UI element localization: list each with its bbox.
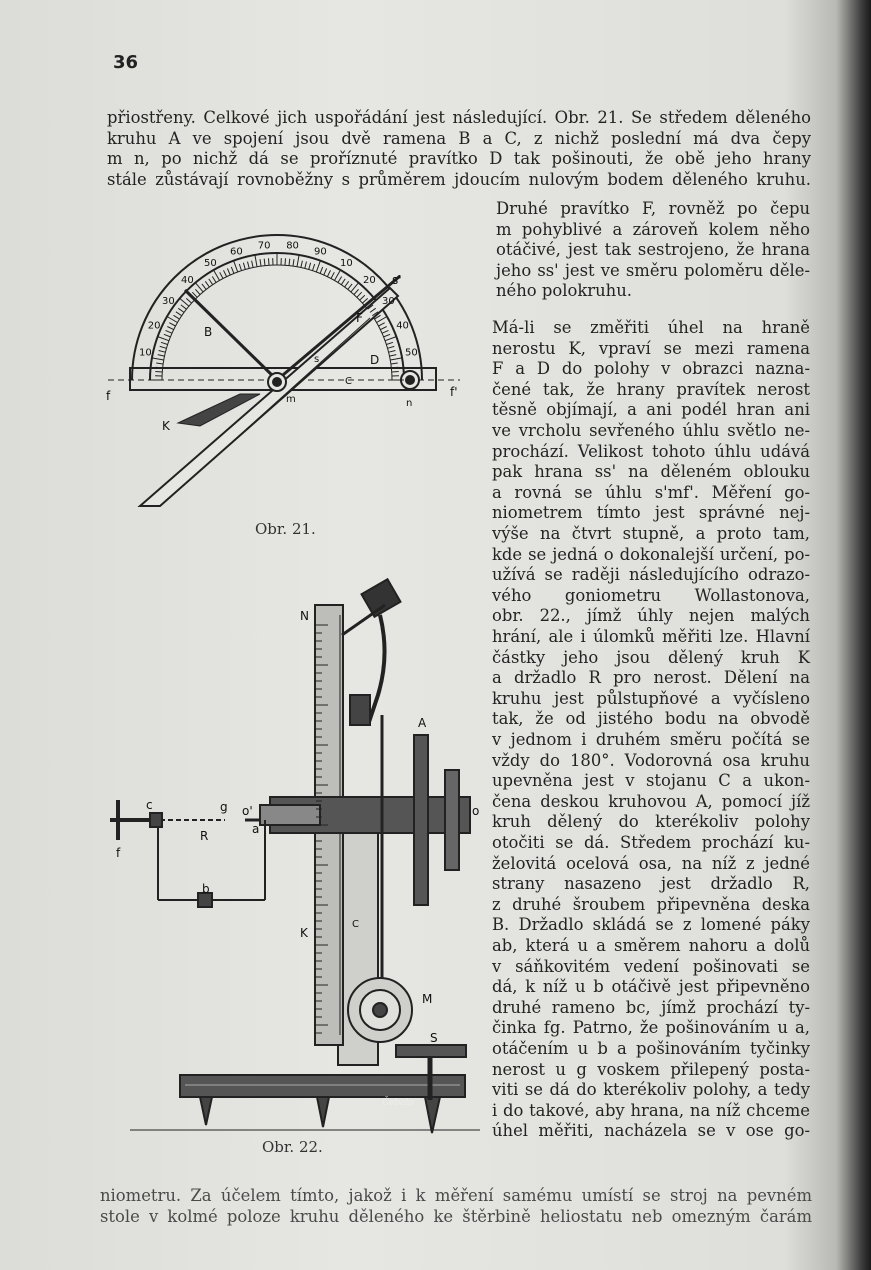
- fig21-scale-number: 30: [162, 296, 175, 308]
- fig22-label-g: g: [220, 800, 228, 814]
- fig21-scale-tick: [159, 351, 166, 353]
- fig21-scale-tick: [227, 269, 230, 275]
- fig21-scale-tick: [324, 269, 327, 275]
- fig21-scale-number: 50: [204, 258, 217, 270]
- fig21-scale-tick: [327, 270, 330, 276]
- fig21-scale-tick: [167, 327, 173, 330]
- fig22-label-f: f: [116, 846, 121, 860]
- fig21-scale-tick: [202, 284, 206, 290]
- right-col-2-line-15: obr. 22., jímž úhly nejen malých: [492, 606, 810, 626]
- right-col-2-line-5: těsně objímají, a ani podél hran ani: [492, 400, 810, 420]
- fig21-scale-tick: [285, 258, 286, 265]
- fig21-label-m: m: [286, 394, 296, 405]
- fig21-scale-tick: [384, 334, 391, 337]
- figure-21-caption: Obr. 21.: [255, 520, 316, 538]
- fig21-scale-tick: [167, 317, 177, 323]
- fig21-scale-tick: [174, 315, 180, 319]
- right-col-2-line-24: čena deskou kruhovou A, pomocí jíž: [492, 791, 810, 811]
- fig21-scale-tick: [158, 337, 169, 341]
- fig21-label-n: n: [406, 398, 413, 409]
- fig21-scale-tick: [313, 264, 315, 271]
- fig21-scale-tick: [389, 351, 396, 353]
- right-col-2-line-19: kruhu jest půlstupňové a vyčísleno: [492, 688, 810, 708]
- fig21-scale-tick: [195, 289, 200, 294]
- fig21-scale-number: 80: [286, 240, 299, 252]
- fig21-scale-tick: [341, 279, 345, 285]
- right-col-2-line-31: ab, která u a směrem nahoru a dolů: [492, 936, 810, 955]
- fig22-label-c: c: [146, 798, 153, 812]
- fig21-scale-tick: [181, 305, 187, 309]
- fig21-label-C: C: [345, 376, 352, 387]
- fig21-scale-tick: [335, 270, 341, 280]
- fig21-scale-tick: [309, 263, 311, 270]
- fig21-scale-tick: [390, 355, 397, 357]
- fig21-label-B: B: [204, 325, 213, 339]
- fig21-scale-tick: [234, 261, 238, 272]
- fig21-scale-tick: [231, 267, 234, 274]
- fig21-scale-tick: [220, 272, 223, 278]
- fig21-scale-tick: [155, 372, 162, 373]
- right-col-2-line-14: vého goniometru Wollastonova,: [492, 585, 810, 605]
- fig21-scale-tick: [377, 317, 387, 323]
- right-col-2-line-34: druhé rameno bc, jímž prochází ty-: [492, 997, 810, 1017]
- fig21-scale-tick: [178, 308, 184, 312]
- fig21-scale-tick: [382, 330, 388, 333]
- fig21-scale-tick: [289, 259, 290, 266]
- right-col-2-line-33: dá, k níž u b otáčivě jest připevněno: [492, 977, 810, 997]
- figure-22-illustration: [100, 575, 485, 1140]
- right-col-2-line-21: v jednom i druhém směru počítá se: [492, 730, 810, 749]
- fig21-label-s-prime: s': [392, 273, 402, 287]
- fig21-scale-tick: [156, 363, 163, 364]
- fig21-scale-tick: [161, 342, 168, 344]
- fig22-label-o: o: [472, 804, 480, 818]
- right-col-2-line-18: a držadlo R pro nerost. Dělení na: [492, 668, 810, 688]
- right-col-2-line-10: niometrem tímto jest správné nej-: [492, 503, 810, 523]
- fig21-scale-number: 20: [147, 320, 161, 332]
- right-col-2-line-40: úhel měřiti, nacházela se v ose go-: [492, 1121, 810, 1141]
- fig21-scale-tick: [386, 342, 393, 344]
- fig21-label-s: s: [314, 354, 320, 365]
- fig21-scale-tick: [390, 358, 402, 360]
- fig21-scale-tick: [239, 264, 241, 271]
- text-line-3: m n, po nichž dá se proříznuté pravítko D tak pošinouti, že obě jeho hrany: [107, 149, 811, 169]
- engraver-signature: Čebalo: [382, 1098, 414, 1108]
- fig21-scale-tick: [260, 259, 261, 266]
- right-col-2-line-39: i do takové, aby hrana, na níž chceme: [492, 1100, 810, 1120]
- right-col-2-line-3: F a D do polohy v obrazci nazna-: [492, 359, 810, 379]
- fig21-scale-tick: [255, 255, 257, 267]
- fig21-scale-tick: [164, 334, 171, 337]
- right-col-2-line-1: Má-li se změřiti úhel na hraně: [492, 318, 810, 337]
- right-col-2-line-20: tak, že od jistého bodu na obvodě: [492, 709, 810, 729]
- fig22-label-M: M: [422, 992, 433, 1006]
- right-col-2-line-2: nerostu K, vpraví se mezi ramena: [492, 338, 810, 358]
- right-col-2-line-12: kde se jedná o dokonalejší určení, po-: [492, 544, 810, 564]
- fig21-scale-tick: [160, 346, 167, 348]
- fig21-scale-number: 40: [396, 320, 409, 332]
- fig21-scale-tick: [297, 255, 299, 267]
- fig21-scale-tick: [248, 262, 250, 269]
- right-col-2-line-11: výše na čtvrt stupně, a proto tam,: [492, 524, 810, 543]
- right-col-2-line-9: a rovná se úhlu s'mf'. Měření go-: [492, 482, 810, 502]
- fig22-label-a: a: [252, 822, 260, 836]
- right-col-2-line-37: nerost u g voskem přilepený posta-: [492, 1059, 810, 1079]
- text-line-1: přiostřeny. Celkové jich uspořádání jest následující. Obr. 21. Se středem děleného: [107, 108, 811, 127]
- fig21-scale-number: 50: [405, 347, 418, 359]
- fig21-scale-number: 40: [181, 274, 194, 286]
- right-col-2-line-16: hrání, ale i úlomků měřiti lze. Hlavní: [492, 627, 810, 646]
- fig22-label-S: S: [430, 1031, 438, 1045]
- right-col-2-line-4: čené tak, že hrany pravítek nerost: [492, 379, 810, 399]
- right-col-2-line-28: strany nasazeno jest držadlo R,: [492, 874, 810, 894]
- fig21-scale-number: 30: [382, 296, 395, 308]
- figure-22-caption: Obr. 22.: [262, 1138, 323, 1156]
- fig21-scale-tick: [301, 261, 303, 268]
- fig21-scale-tick: [252, 261, 254, 268]
- right-col-2-line-29: z druhé šroubem připevněna deska: [492, 894, 810, 914]
- text-line-4: stále zůstávají rovnoběžny s průměrem jdoucím nulovým bodem děleného kruhu.: [107, 169, 811, 189]
- fig21-label-D: D: [370, 353, 380, 367]
- fig21-scale-tick: [338, 277, 342, 283]
- fig21-scale-tick: [392, 372, 399, 373]
- fig21-scale-tick: [379, 323, 385, 326]
- right-col-2-line-30: B. Držadlo skládá se z lomené páky: [492, 915, 810, 935]
- fig21-scale-tick: [331, 272, 334, 278]
- fig21-scale-tick: [209, 279, 213, 285]
- fig21-scale-tick: [158, 355, 165, 357]
- right-col-2-line-13: užívá se raději následujícího odrazo-: [492, 565, 810, 585]
- fig21-scale-tick: [152, 358, 164, 360]
- fig22-label-C: C: [352, 919, 359, 930]
- fig22-label-K: K: [300, 926, 308, 940]
- fig21-label-F: F: [356, 311, 363, 325]
- fig21-scale-tick: [166, 330, 172, 333]
- right-col-1-line-5: ného polokruhu.: [496, 281, 633, 301]
- fig21-scale-number: 60: [230, 246, 243, 258]
- right-col-2-line-17: částky jeho jsou dělený kruh K: [492, 647, 810, 667]
- fig21-scale-tick: [348, 284, 352, 290]
- fig21-scale-tick: [360, 295, 365, 300]
- fig21-scale-tick: [305, 262, 307, 269]
- fig22-label-A: A: [418, 716, 427, 730]
- fig21-scale-tick: [316, 261, 320, 272]
- bottom-line-1: niometru. Za účelem tímto, jakož i k měření samému umístí se stroj na pevném: [100, 1186, 812, 1205]
- fig21-scale-tick: [345, 281, 349, 287]
- bottom-line-2: stole v kolmé poloze kruhu děleného ke štěrbině heliostatu neb omezným čarám: [100, 1206, 812, 1226]
- right-col-1-line-4: jeho ss' jest ve směru poloměru děle-: [496, 260, 810, 280]
- fig21-label-f-prime: f': [450, 385, 458, 399]
- fig22-label-b: b: [202, 882, 210, 896]
- fig21-scale-tick: [212, 277, 216, 283]
- fig21-scale-tick: [385, 337, 396, 341]
- right-col-2-line-27: želovitá ocelová osa, na níž z jedné: [492, 853, 810, 873]
- fig21-scale-tick: [357, 292, 362, 297]
- fig21-scale-tick: [224, 270, 227, 276]
- fig21-scale-tick: [354, 289, 359, 294]
- fig21-scale-tick: [320, 267, 323, 274]
- right-col-2-line-6: ve vrcholu sevřeného úhlu světlo ne-: [492, 421, 810, 440]
- fig21-scale-tick: [169, 323, 175, 326]
- right-col-2-line-23: upevněna jest v stojanu C a ukon-: [492, 771, 810, 791]
- right-col-2-line-38: viti se dá do kterékoliv polohy, a tedy: [492, 1080, 810, 1100]
- right-col-1-line-2: m pohyblivé a zároveň kolem něho: [496, 219, 810, 239]
- fig22-label-N: N: [300, 609, 309, 623]
- fig21-scale-tick: [243, 263, 245, 270]
- right-col-2-line-35: činka fg. Patrno, že pošinováním u a,: [492, 1018, 810, 1038]
- fig21-scale-tick: [391, 363, 398, 364]
- fig21-scale-tick: [380, 327, 386, 330]
- fig21-scale-tick: [293, 259, 294, 266]
- fig21-scale-tick: [214, 270, 220, 280]
- text-line-2: kruhu A ve spojení jsou dvě ramena B a C, z nichž poslední má dva čepy: [107, 128, 811, 148]
- fig21-scale-number: 10: [340, 258, 353, 270]
- fig21-label-f: f: [106, 389, 111, 403]
- right-col-2-line-7: prochází. Velikost tohoto úhlu udává: [492, 441, 810, 461]
- right-col-1-line-3: otáčivé, jest tak sestrojeno, že hrana: [496, 240, 810, 260]
- fig21-scale-tick: [205, 281, 209, 287]
- fig21-scale-tick: [186, 298, 191, 303]
- fig21-scale-number: 10: [139, 347, 152, 359]
- fig21-label-K: K: [162, 419, 170, 433]
- right-col-1-line-1: Druhé pravítko F, rovněž po čepu: [496, 199, 810, 218]
- fig21-scale-tick: [269, 258, 270, 265]
- figure-21-illustration: [100, 228, 480, 518]
- fig21-scale-number: 70: [257, 240, 271, 252]
- right-col-2-line-22: vždy do 180°. Vodorovná osa kruhu: [492, 750, 810, 770]
- right-col-2-line-25: kruh dělený do kterékoliv polohy: [492, 812, 810, 832]
- fig22-label-R: R: [200, 829, 209, 843]
- right-col-2-line-26: otočiti se dá. Středem prochází ku-: [492, 833, 810, 852]
- right-col-2-line-36: otáčením u b a pošinováním tyčinky: [492, 1039, 810, 1058]
- fig21-scale-number: 20: [363, 274, 376, 286]
- fig21-scale-tick: [388, 346, 395, 348]
- fig22-label-o-prime: o': [242, 804, 253, 818]
- fig21-scale-tick: [264, 259, 265, 266]
- right-col-2-line-8: pak hrana ss' na děleném oblouku: [492, 462, 810, 482]
- fig21-scale-tick: [176, 312, 182, 316]
- right-col-2-line-32: v sáňkovitém vedení pošinovati se: [492, 956, 810, 976]
- fig21-scale-number: 90: [314, 246, 327, 258]
- page-number: 36: [113, 52, 139, 73]
